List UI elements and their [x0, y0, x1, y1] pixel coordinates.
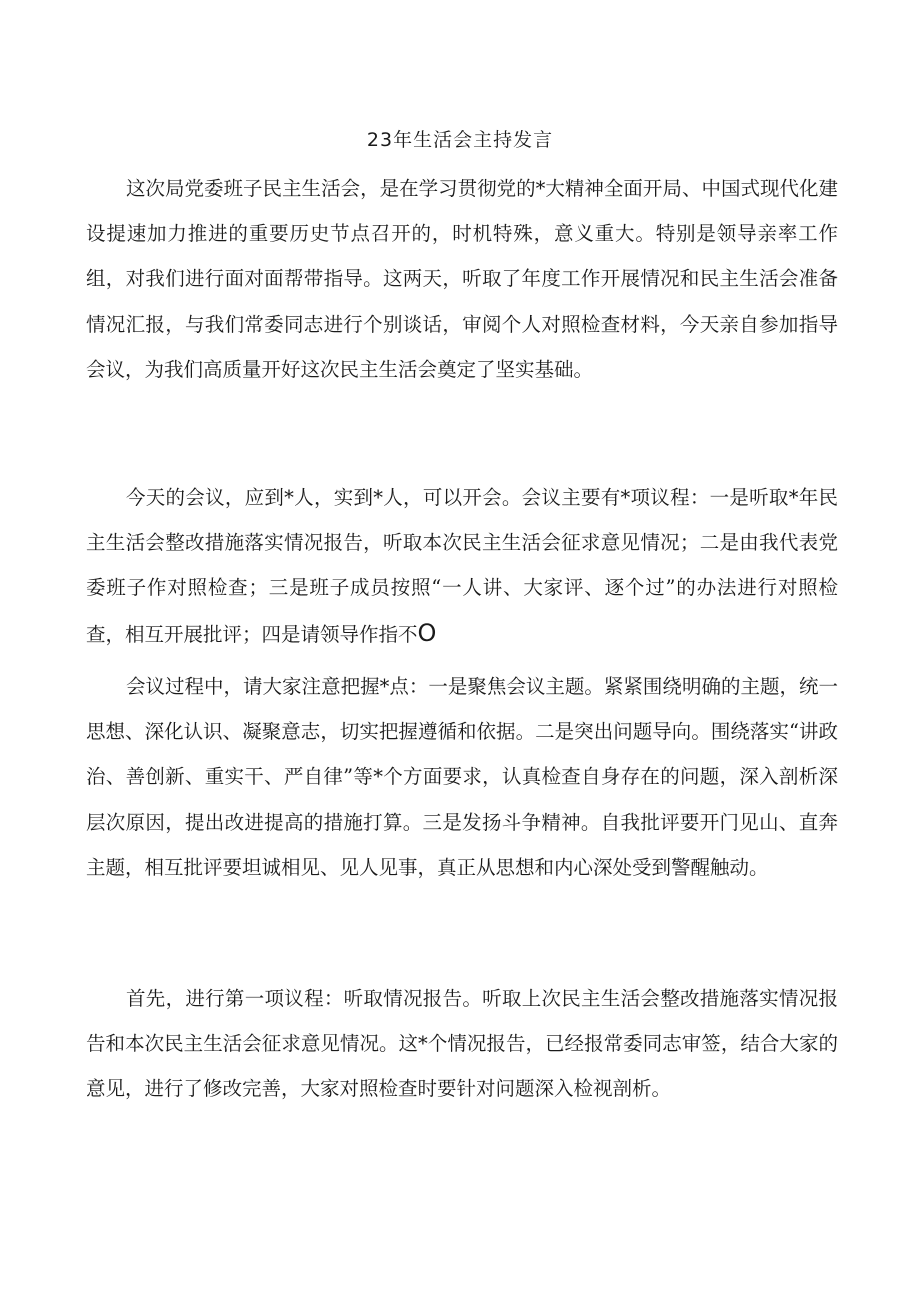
paragraph-agenda-text: 今天的会议，应到*人，实到*人，可以开会。会议主要有*项议程：一是听取*年民主生活会整改措施落实情况报告，听取本次民主生活会征求意见情况；二是由我代表党委班子作对照检查；三是班子成员按照“一人讲、大家评、逐个过”的办法进行对照检查，相互开展批评；四是请领导作指不 [86, 486, 838, 646]
trailing-circle-mark: O [417, 618, 437, 647]
paragraph-agenda [86, 475, 838, 657]
paragraph-opening: 这次局党委班子民主生活会，是在学习贯彻党的*大精神全面开局、中国式现代化建设提速加力推进的重要历史节点召开的，时机特殊，意义重大。特别是领导亲率工作组，对我们进行面对面帮带指导。这两天，听取了年度工作开展情况和民主生活会准备情况汇报，与我们常委同志进行个别谈话，审阅个人对照检查材料，今天亲自参加指导会议，为我们高质量开好这次民主生活会奠定了坚实基础。 [86, 177, 838, 381]
paragraph-first-item: 首先，进行第一项议程：听取情况报告。听取上次民主生活会整改措施落实情况报告和本次民主生活会征求意见情况。这*个情况报告，已经报常委同志审签，结合大家的意见，进行了修改完善，大家对照检查时要针对问题深入检视剖析。 [86, 987, 838, 1101]
document-title: 23年生活会主持发言 [366, 129, 554, 151]
paragraph-requirements: 会议过程中，请大家注意把握*点：一是聚焦会议主题。紧紧围绕明确的主题，统一思想、深化认识、凝聚意志，切实把握遵循和依据。二是突出问题导向。围绕落实“讲政治、善创新、重实干、严自律”等*个方面要求，认真检查自身存在的问题，深入剖析深层次原因，提出改进提高的措施打算。三是发扬斗争精神。自我批评要开门见山、直奔主题，相互批评要坦诚相见、见人见事，真正从思想和内心深处受到警醒触动。 [86, 675, 838, 879]
